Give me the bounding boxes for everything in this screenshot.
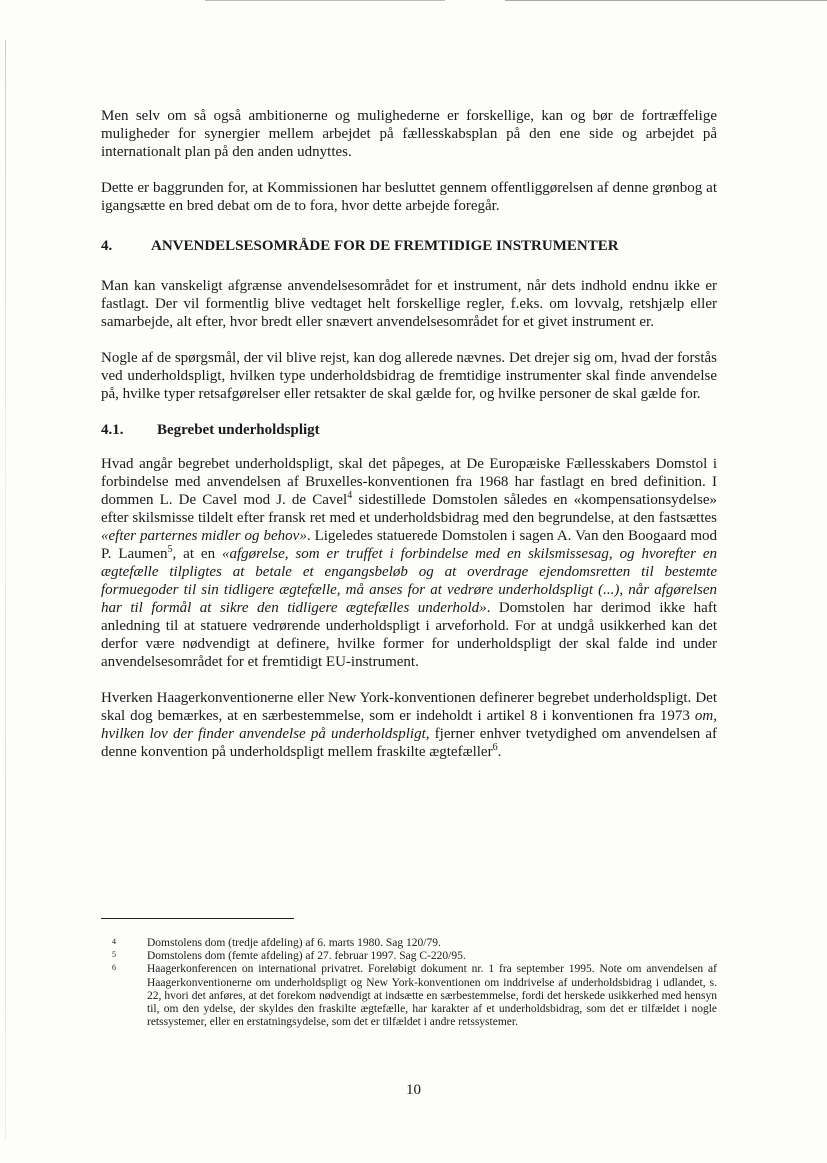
section-4-1-paragraph-2: Hverken Haagerkonventionerne eller New York-konventionen definerer begrebet underholdspligt. Det skal dog bemærkes, at en særbestemmelse, som er indeholdt i artikel 8 i konventionen fra 1973 om, hvilken lov der finder anvendelse på underholdspligt, fjerner enhver tvetydighed om anvendelsen af denne konvention på underholdspligt mellem fraskilte ægtefæller$^6$.	[101, 690, 717, 760]
footnotes	[112, 937, 717, 1029]
footnote-5: 5 Domstolens dom (femte afdeling) af 27. februar 1997. Sag C-220/95.	[112, 950, 466, 963]
scan-edge-left	[5, 40, 6, 1140]
section-number: 4.	[101, 238, 113, 254]
section-4-heading	[101, 237, 717, 255]
section-4-1-paragraph-1: Hvad angår begrebet underholdspligt, skal det påpeges, at De Europæiske Fællesskabers Domstol i forbindelse med anvendelsen af Bruxelles-konventionen fra 1968 har fastlagt en bred definition. I dommen L. De Cavel mod J. de Cavel$^4$ sidestillede Domstolen således en «kompensationsydelse» efter skilsmisse tildelt efter fransk ret med et underholdsbidrag med den begrundelse, at den fastsættes «efter parternes midler og behov». Ligeledes statuerede Domstolen i sagen A. Van den Boogaard mod P. Laumen$^5$, at en «afgørelse, som er truffet i forbindelse med en skilsmissesag, og hvorefter en ægtefælle tilpligtes at betale et engangsbeløb og at overdrage ejendomsretten til bestemte formuegoder til sin tidligere ægtefælle, må anses for at vedrøre underholdspligt (...), når afgørelsen har til formål at sikre den tidligere ægtefælles underhold». Domstolen har derimod ikke haft anledning til at statuere vedrørende underholdspligt i arveforhold. For at undgå usikkerhed kan det derfor være nødvendigt at definere, hvilke former for underholdspligt der skal falde ind under anvendelsesområdet for et fremtidigt EU-instrument.	[101, 456, 718, 670]
footnote-6: 6 Haagerkonferencen on international privatret. Foreløbigt dokument nr. 1 fra september 1995. Note om anvendelsen af Haagerkonventionerne om underholdspligt og New York-konventionen om inddrivelse af underholdsbidrag i udlandet, s. 22, hvori det anføres, at det forekom nødvendigt at indsætte en særbestemmelse, fordi det herskede usikkerhed med hensyn til, om den ydelse, der skyldes den fraskilte ægtefælle, har karakter af et underholdsbidrag, som det er tilfældet i nogle retssystemer, eller en erstatningsydelse, som det er tilfældet i andre retssystemer.	[112, 963, 717, 1029]
document-body	[101, 107, 717, 779]
section-4-paragraph-1: Man kan vanskeligt afgrænse anvendelsesområdet for et instrument, når dets indhold endnu ikke er fastlagt. Der vil formentlig blive vedtaget helt forskellige regler, f.eks. om lovvalg, retshjælp eller samarbejde, alt efter, hvor bredt eller snævert anvendelsesområdet for et givet instrument er.	[101, 278, 717, 330]
page-number: 10	[406, 1082, 421, 1098]
section-4-paragraph-2: Nogle af de spørgsmål, der vil blive rejst, kan dog allerede nævnes. Det drejer sig om, hvad der forstås ved underholdspligt, hvilken type underholdsbidrag de fremtidige instrumenter skal finde anvendelse på, hvilke typer retsafgørelser eller retsakter de skal gælde for, og hvilke personer de skal gælde for.	[101, 350, 717, 402]
subsection-title: Begrebet underholdspligt	[157, 422, 320, 438]
intro-paragraph-2: Dette er baggrunden for, at Kommissionen har besluttet gennem offentliggørelsen af denne grønbog at igangsætte en bred debat om de to fora, hvor dette arbejde foregår.	[101, 180, 717, 214]
section-title: ANVENDELSESOMRÅDE FOR DE FREMTIDIGE INSTRUMENTER	[151, 238, 619, 254]
section-4-1-heading	[101, 421, 717, 439]
footnote-separator	[101, 918, 294, 919]
scan-edge-top	[0, 0, 827, 2]
subsection-number: 4.1.	[101, 422, 124, 438]
footnote-ref-5[interactable]: 5	[167, 544, 173, 555]
footnote-4: 4 Domstolens dom (tredje afdeling) af 6. marts 1980. Sag 120/79.	[112, 937, 441, 949]
footnote-ref-4[interactable]: 4	[347, 490, 353, 501]
intro-paragraph-1: Men selv om så også ambitionerne og mulighederne er forskellige, kan og bør de fortræffelige muligheder for synergier mellem arbejdet på fællesskabsplan på den ene side og arbejdet på internationalt plan på den anden udnyttes.	[101, 108, 717, 160]
footnote-ref-6[interactable]: 6	[492, 742, 498, 753]
